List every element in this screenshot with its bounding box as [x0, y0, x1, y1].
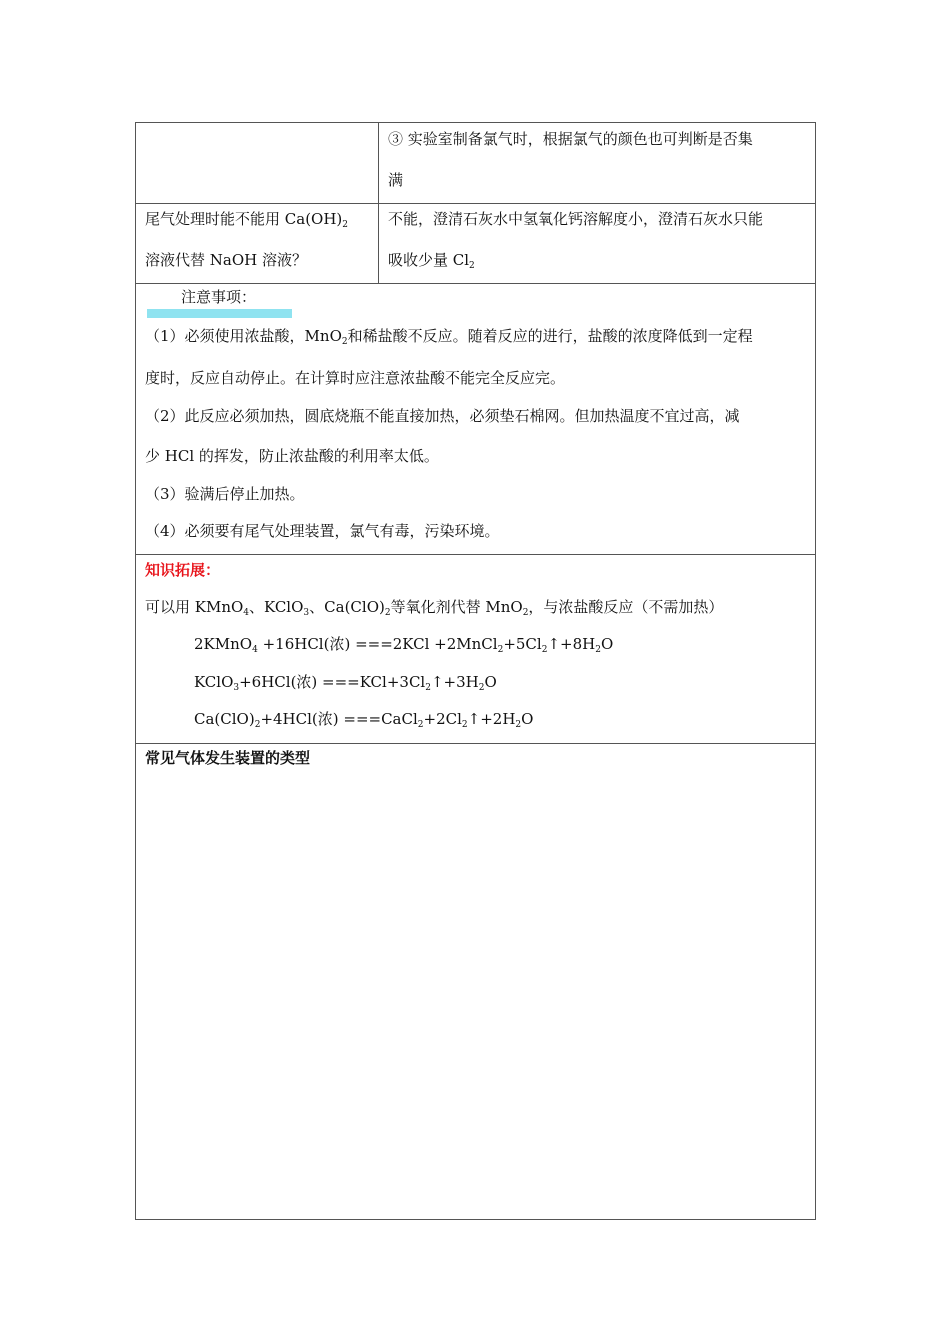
equation-3: $Ca(ClO)_2+4HCl$(浓) $===CaCl_2+2Cl_2↑+2H_2O$	[194, 710, 534, 730]
equation-1: 2KMnO$_4$ +16HCl(浓) $===2KCl +2MnCl_2+5Cl_2↑+8H_2O$	[194, 635, 614, 655]
equation-2: KClO$_3$+6HCl(浓) $===KCl+3Cl_2↑+3H_2O$	[194, 673, 497, 693]
notes-p2-line2: 少 HCl 的挥发，防止浓盐酸的利用率太低。	[145, 447, 439, 465]
extension-heading: 知识拓展：	[145, 561, 221, 579]
heading-highlight	[147, 309, 292, 318]
notes-p4: （4）必须要有尾气处理装置，氯气有毒，污染环境。	[145, 522, 500, 540]
row1-answer-line2: 满	[388, 171, 404, 189]
notes-p2-line1: （2）此反应必须加热，圆底烧瓶不能直接加热，必须垫石棉网。但加热温度不宜过高，减	[145, 407, 740, 425]
generator-heading: 常见气体发生装置的类型	[145, 749, 311, 767]
generator-section	[135, 743, 816, 1220]
notes-p3: （3）验满后停止加热。	[145, 485, 305, 503]
row2-question-line1: 尾气处理时能不能用 $Ca(OH)_2$	[145, 210, 349, 230]
extension-intro: 可以用 KMnO$_4$、KClO$_3$、$Ca(ClO)_2$等氧化剂代替 MnO$_2$，与浓盐酸反应（不需加热）	[145, 598, 724, 618]
notes-p1-line1: （1）必须使用浓盐酸，MnO$_2$和稀盐酸不反应。随着反应的进行，盐酸的浓度降低到一定程	[145, 327, 753, 347]
notes-p1-line2: 度时，反应自动停止。在计算时应注意浓盐酸不能完全反应完。	[145, 369, 566, 387]
row2-question-line2: 溶液代替 NaOH 溶液？	[145, 251, 307, 269]
row2-answer-line2: 吸收少量 $Cl_2$	[388, 251, 475, 271]
row1-answer-line1: ③ 实验室制备氯气时，根据氯气的颜色也可判断是否集	[388, 130, 753, 148]
qa-column-divider	[378, 122, 379, 284]
qa-row-divider	[135, 203, 816, 204]
row2-answer-line1: 不能，澄清石灰水中氢氧化钙溶解度小，澄清石灰水只能	[388, 210, 764, 228]
notes-heading: 注意事项：	[181, 288, 257, 306]
